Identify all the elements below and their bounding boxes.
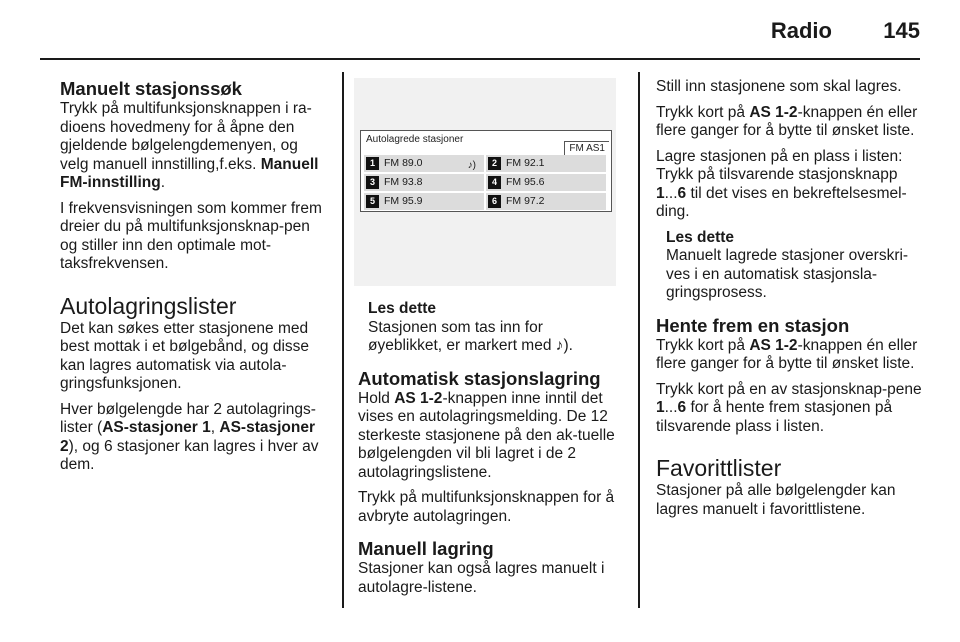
preset-slot: 4 FM 95.6: [486, 174, 606, 191]
paragraph: I frekvensvisningen som kommer frem dreier du på multifunksjonsknap-pen og stiller inn den optimale mot-taksfrekvensen.: [60, 199, 322, 272]
note: [656, 229, 922, 303]
screen-tab: FM AS1: [564, 141, 609, 155]
paragraph: Still inn stasjonene som skal lagres.: [656, 78, 902, 95]
paragraph: Hver bølgelengde har 2 autolagrings-lister (AS-stasjoner 1, AS-stasjoner 2), og 6 stasjoner kan lagres i hver av dem.: [60, 400, 319, 473]
note: [358, 300, 616, 356]
preset-slot: 1 FM 89.0 ♪): [364, 155, 484, 172]
paragraph: Det kan søkes etter stasjonene med best mottak i et bølgebånd, og disse kan lagres automatisk via autola-gringsfunksjonen.: [60, 319, 310, 392]
autostore-screen: [360, 130, 612, 212]
section-heading: Manuelt stasjonssøk: [60, 78, 242, 99]
note-label: Les dette: [368, 300, 437, 317]
preset-slot: 6 FM 97.2: [486, 193, 606, 210]
speaker-icon: ♪): [467, 160, 476, 171]
header-rule: [40, 58, 920, 60]
running-title: Radio: [770, 18, 832, 43]
paragraph: Lagre stasjonen på en plass i listen: Trykk på tilsvarende stasjonsknapp 1...6 til det vises en bekreftelsesmel-ding.: [656, 147, 907, 220]
section-heading: Manuell lagring: [358, 538, 494, 559]
note-label: Les dette: [666, 228, 735, 246]
paragraph: Trykk kort på en av stasjonsknap-pene 1...6 for å hente frem stasjonen på tilsvarende plass i listen.: [656, 380, 922, 435]
column-divider: [342, 72, 344, 608]
section-heading: Automatisk stasjonslagring: [358, 367, 601, 389]
paragraph: Trykk på multifunksjonsknappen for å avbryte autolagringen.: [358, 489, 615, 525]
paragraph: Hold AS 1-2-knappen inne inntil det vises en autolagringsmelding. De 12 sterkeste stasjonene på den ak-tuelle bølgelengden vil bli lagret i de 2 autolagringslistene.: [358, 389, 615, 481]
section-heading: Autolagringslister: [60, 292, 237, 319]
section-heading: Favorittlister: [656, 455, 782, 481]
paragraph: Stasjoner på alle bølgelengder kan lagres manuelt i favorittlistene.: [656, 482, 896, 518]
paragraph: Stasjoner kan også lagres manuelt i autolagre-listene.: [358, 560, 605, 596]
paragraph: Trykk på multifunksjonsknappen i ra-dioens hovedmeny for å åpne den gjeldende bølgelengdemenyen, og velg manuell innstilling,f.eks. Manuell FM-innstilling.: [60, 100, 319, 191]
paragraph: Trykk kort på AS 1-2-knappen én eller flere ganger for å bytte til ønsket liste.: [656, 336, 918, 372]
section-heading: Hente frem en stasjon: [656, 314, 850, 336]
note-text: Stasjonen som tas inn for øyeblikket, er markert med ♪).: [368, 318, 573, 354]
page-number: 145: [883, 18, 920, 43]
preset-grid: [364, 155, 608, 212]
preset-slot: 3 FM 93.8: [364, 174, 484, 191]
preset-slot: 2 FM 92.1: [486, 155, 606, 172]
column-divider: [638, 72, 640, 608]
column-middle: [358, 78, 616, 604]
column-right: [656, 78, 922, 526]
column-left: [60, 78, 328, 482]
paragraph: Trykk kort på AS 1-2-knappen én eller flere ganger for å bytte til ønsket liste.: [656, 103, 918, 139]
note-text: Manuelt lagrede stasjoner overskri-ves i en automatisk stasjonsla-gringsprosess.: [666, 247, 909, 301]
radio-display-figure: [354, 78, 616, 286]
preset-slot: 5 FM 95.9: [364, 193, 484, 210]
screen-title: Autolagrede stasjoner: [366, 134, 464, 145]
